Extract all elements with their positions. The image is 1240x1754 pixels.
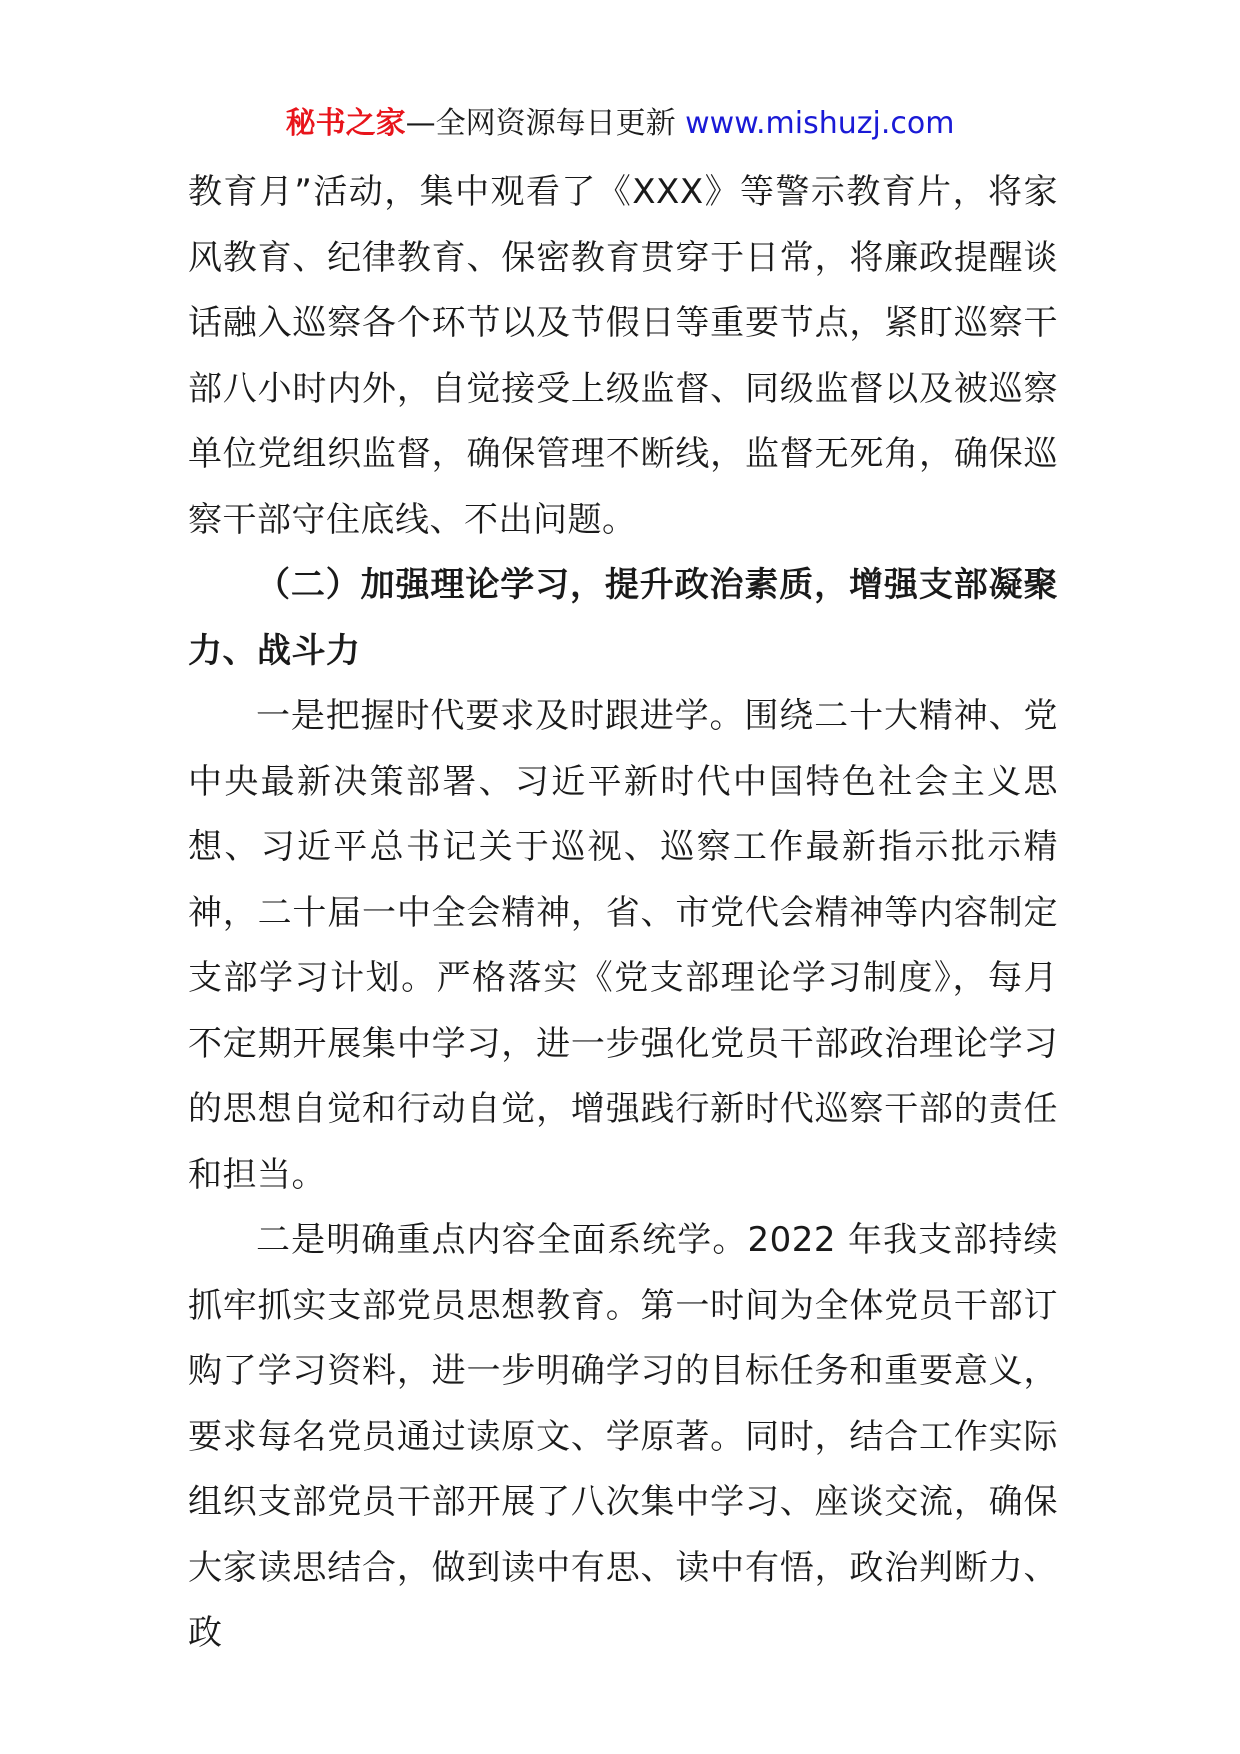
paragraph-study-content: 二是明确重点内容全面系统学。2022 年我支部持续抓牢抓实支部党员思想教育。第一时间为全体党员干部订购了学习资料，进一步明确学习的目标任务和重要意义，要求每名党员通过读原文、学原著。同时，结合工作实际组织支部党员干部开展了八次集中学习、座谈交流，确保大家读思结合，做到读中有思、读中有悟，政治判断力、政 [188, 1220, 1058, 1653]
header-slogan: —全网资源每日更新 [405, 106, 676, 141]
section-heading: （二）加强理论学习，提升政治素质，增强支部凝聚力、战斗力 [188, 565, 1058, 671]
paragraph-continuation: 教育月”活动，集中观看了《XXX》等警示教育片，将家风教育、纪律教育、保密教育贯穿于日常，将廉政提醒谈话融入巡察各个环节以及节假日等重要节点，紧盯巡察干部八小时内外，自觉接受上级监督、同级监督以及被巡察单位党组织监督，确保管理不断线，监督无死角，确保巡察干部守住底线、不出问题。 [188, 172, 1058, 540]
paragraph-study-plan: 一是把握时代要求及时跟进学。围绕二十大精神、党中央最新决策部署、习近平新时代中国特色社会主义思想、习近平总书记关于巡视、巡察工作最新指示批示精神，二十届一中全会精神，省、市党代会精神等内容制定支部学习计划。严格落实《党支部理论学习制度》，每月不定期开展集中学习，进一步强化党员干部政治理论学习的思想自觉和行动自觉，增强践行新时代巡察干部的责任和担当。 [188, 696, 1058, 1195]
website-link[interactable]: www.mishuzj.com [685, 106, 955, 141]
brand-name: 秘书之家 [285, 106, 406, 141]
document-body [188, 160, 1058, 1667]
page-header [0, 104, 1240, 144]
